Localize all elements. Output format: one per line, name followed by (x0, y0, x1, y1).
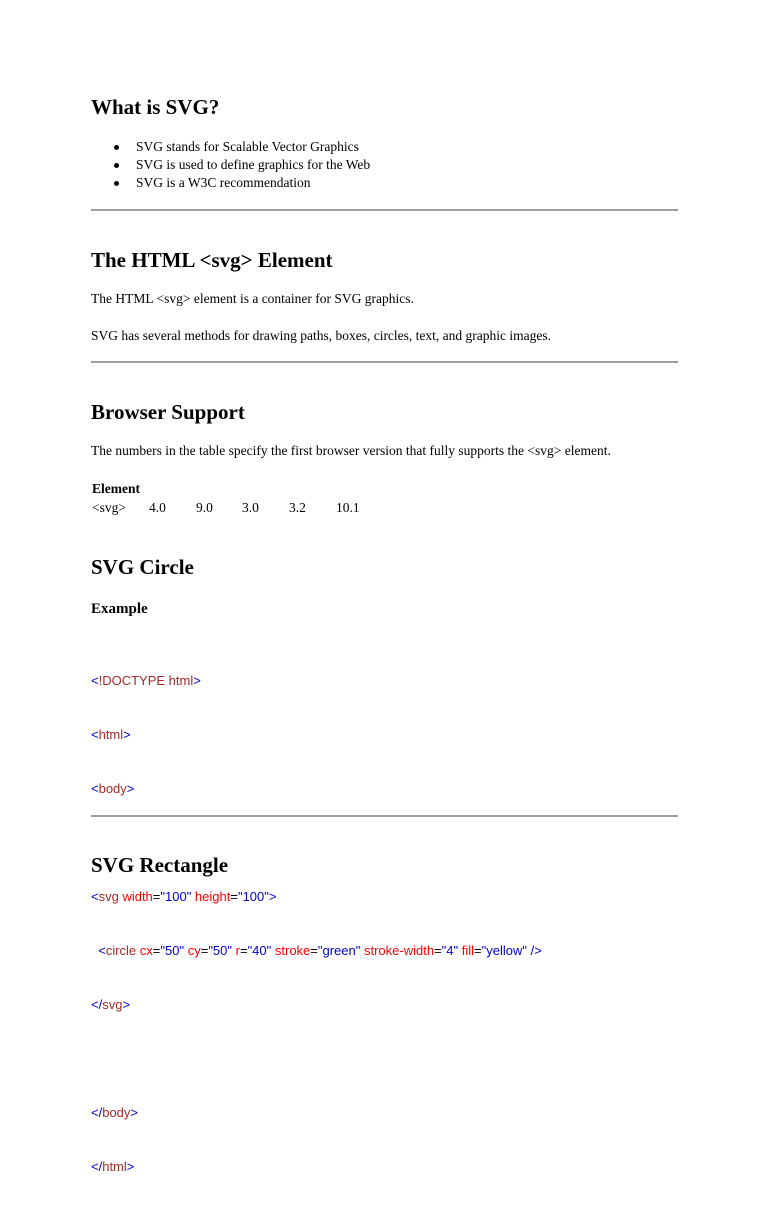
support-version-cell: 3.0 (242, 500, 259, 515)
support-version-cell: 9.0 (196, 500, 213, 515)
support-version-cell: 3.2 (289, 500, 306, 515)
code-line: <!DOCTYPE html> (91, 673, 201, 688)
code-line: </body> (91, 1105, 139, 1120)
list-item: SVG is a W3C recommendation (91, 174, 370, 192)
section-divider (91, 815, 678, 817)
list-item: SVG is used to define graphics for the Web (91, 156, 370, 174)
section-divider (91, 361, 678, 363)
code-example (91, 636, 542, 1212)
heading-html-svg-element: The HTML <svg> Element (91, 248, 333, 272)
bullet-dot-icon (114, 145, 119, 150)
paragraph-browser-support: The numbers in the table specify the first browser version that fully supports the <svg> element. (91, 443, 611, 458)
code-line: </html> (91, 1159, 135, 1174)
bullet-dot-icon (114, 163, 119, 168)
code-line-blank (91, 1050, 542, 1068)
section-divider (91, 209, 678, 211)
svg-bullet-list (91, 138, 370, 192)
support-element-cell: <svg> (92, 500, 126, 515)
paragraph-svg-methods: SVG has several methods for drawing paths, boxes, circles, text, and graphic images. (91, 328, 552, 343)
bullet-dot-icon (114, 181, 119, 186)
support-version-cell: 10.1 (336, 500, 360, 515)
code-line: <html> (91, 727, 131, 742)
heading-browser-support: Browser Support (91, 400, 245, 424)
code-line: </svg> (91, 997, 131, 1012)
example-label: Example (91, 601, 148, 617)
support-version-cell: 4.0 (149, 500, 166, 515)
list-item: SVG stands for Scalable Vector Graphics (91, 138, 370, 156)
code-line: <circle cx="50" cy="50" r="40" stroke="green" stroke-width="4" fill="yellow" /> (98, 943, 542, 958)
support-table-header: Element (92, 481, 140, 496)
heading-what-is-svg: What is SVG? (91, 95, 220, 119)
code-line: <body> (91, 781, 135, 796)
paragraph-svg-container: The HTML <svg> element is a container for SVG graphics. (91, 291, 414, 306)
code-line: <svg width="100" height="100"> (91, 889, 277, 904)
heading-svg-circle: SVG Circle (91, 555, 194, 579)
heading-svg-rectangle: SVG Rectangle (91, 853, 229, 877)
code-line-blank (91, 834, 542, 852)
